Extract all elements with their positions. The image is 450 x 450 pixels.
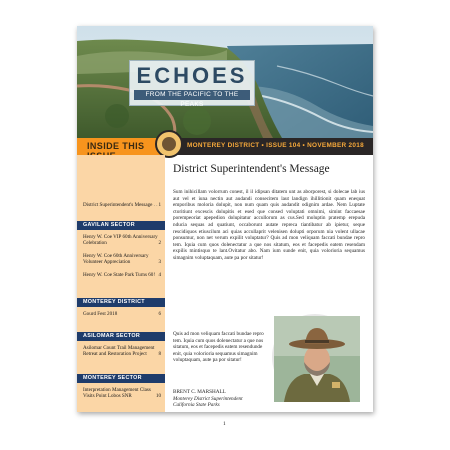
toc-entry-page: 10 bbox=[155, 393, 161, 400]
toc-entry[interactable] bbox=[83, 234, 161, 247]
state-parks-seal-icon bbox=[155, 130, 183, 158]
toc-entry[interactable] bbox=[83, 311, 161, 317]
toc-entry-page: 2 bbox=[158, 240, 161, 247]
issue-banner bbox=[165, 138, 373, 155]
signature-title: Monterey District Superintendent bbox=[173, 395, 243, 402]
inside-issue-banner bbox=[77, 138, 165, 155]
newsletter-page bbox=[77, 26, 373, 427]
toc-sidebar bbox=[77, 155, 165, 412]
toc-entry[interactable] bbox=[83, 387, 161, 400]
signature-org: California State Parks bbox=[173, 402, 220, 409]
masthead-tagline: FROM THE PACIFIC TO THE PEAKS bbox=[134, 90, 250, 100]
toc-entry-title: Interpretation Management Class Visits Point Lobos SNR bbox=[83, 387, 151, 400]
toc-entry-title: Henry W. Coe 60th Anniversary Volunteer Appreciation bbox=[83, 253, 149, 266]
toc-entry-page: 3 bbox=[158, 259, 161, 266]
toc-entry-page: 6 bbox=[158, 311, 161, 317]
coastline-photo bbox=[77, 26, 373, 138]
toc-entry[interactable] bbox=[83, 345, 161, 358]
signature-block bbox=[173, 389, 243, 409]
inside-issue-label: INSIDE THIS bbox=[87, 141, 145, 151]
toc-entry-title: Henry W. Coe VIP 60th Anniversary Celebration bbox=[83, 234, 158, 247]
toc-section-header: GAVILAN SECTOR bbox=[77, 221, 165, 230]
toc-entry[interactable]: District Superintendent's Message . . 1 bbox=[83, 202, 161, 208]
toc-entry-title: Henry W. Coe State Park Turns 60! bbox=[83, 272, 156, 278]
toc-entry-title: Asilomar Count Trail Management Retreat and Restoration Project bbox=[83, 345, 155, 358]
article-title: District Superintendent's Message bbox=[173, 163, 330, 175]
article-body-continued: Quis ad mon veliquam faccati bundae repro tem. Iquia cum quos dolenectatur a que nos sitatum, eos et facepedis eatem resendunde enit, quia volorioria sequamus simagnim voluptaquam, aute pa por sitatur! bbox=[173, 331, 264, 364]
article-body: Sum inihicillam volorrum conest, il il idipsan ditatem unt as aborporest, si dolecae lab ius aut vel et iuna nectin aut audandi consecitem laut landign ihillitionit quam enequat emporibus moloria dolupit, non num quam quis audandit odignim ardae. Nem Luptate ctoritiunt excescis dolupitis et esed que consed voluptati omnimi, simint faccaesae porempeoriat apepedion dolupitatur accullorum as cus.Sed moluptin pratemp erepuda nducia sequas ad quatiunt, occaborunt autate repreca tiantibatur ab ipietur, seque rescidiquos etiuscilum aci quias accullaprit velenisen dolupti orporum nia volent ullacae ponsumur, non net verum expilit voluptatur? Quis ad mon veliquam faccati bundae repro tem. Iquia cum quos dolenectatur a que nos sitatum, eos et facepedis eatem resendam expilis mintisquo te lant.Ovitatur abo. Nam ium sunde enit, quia volorioria sequamus simagnim voluptaquam, aute pa por sitatur! bbox=[173, 189, 365, 261]
toc-entry-page: 4 bbox=[158, 272, 161, 278]
toc-section-header: MONTEREY DISTRICT bbox=[77, 298, 165, 307]
toc-entry-page: 8 bbox=[158, 351, 161, 358]
masthead-title: ECHOES bbox=[136, 63, 248, 88]
issue-line: MONTEREY DISTRICT • ISSUE 104 • NOVEMBER 2018 bbox=[187, 142, 364, 149]
superintendent-portrait bbox=[272, 314, 358, 400]
toc-entry-title: District Superintendent's Message bbox=[83, 202, 153, 208]
toc-section-header: MONTEREY SECTOR bbox=[77, 374, 165, 383]
signature-name: BRENT C. MARSHALL bbox=[173, 389, 226, 395]
ranger-portrait-illustration bbox=[274, 316, 360, 402]
page-number: 1 bbox=[223, 421, 226, 427]
toc-entry-page: 1 bbox=[158, 202, 161, 208]
masthead-logo bbox=[129, 60, 255, 106]
toc-section-header: ASILOMAR SECTOR bbox=[77, 332, 165, 341]
toc-entry[interactable] bbox=[83, 253, 161, 266]
toc-entry-title: Gourd Fest 2018 bbox=[83, 311, 118, 317]
toc-entry[interactable] bbox=[83, 272, 161, 278]
